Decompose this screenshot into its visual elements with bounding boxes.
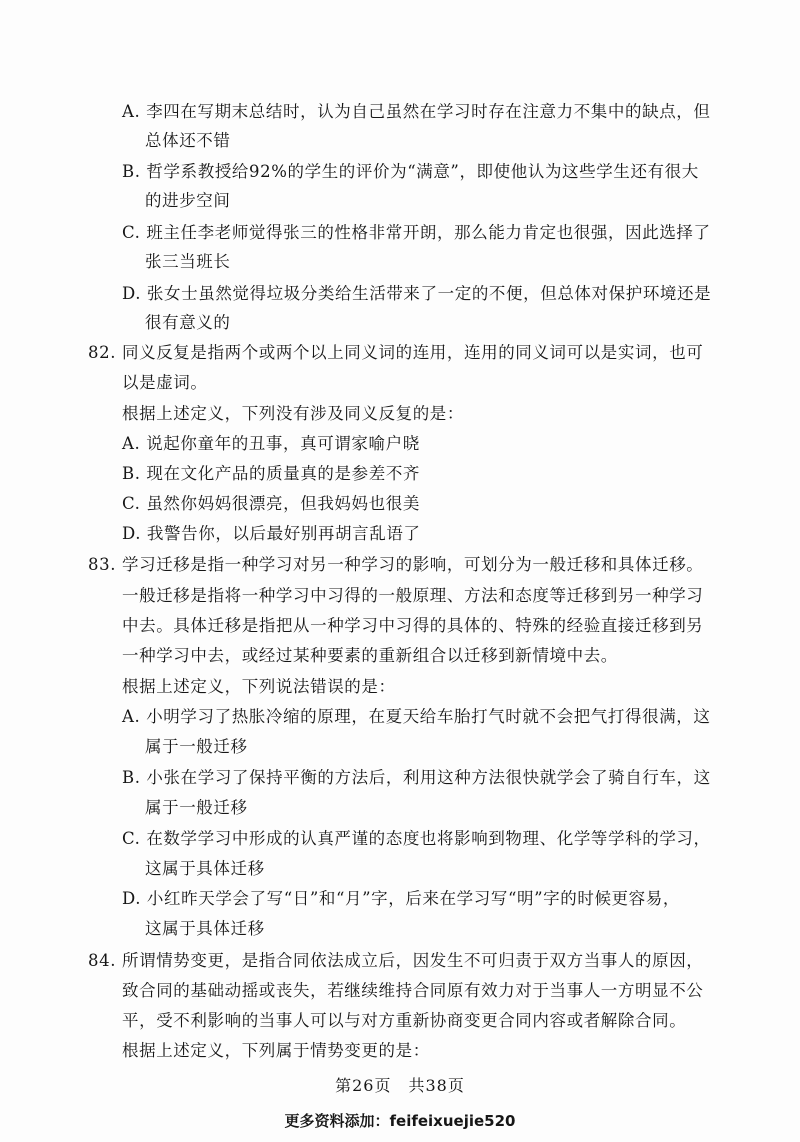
- q83-option-c: C. 在数学学习中形成的认真严谨的态度也将影响到物理、化学等学科的学习，: [122, 829, 711, 848]
- q81-option-a-continued: 总体还不错: [145, 131, 231, 150]
- q82-text-line-2: 以是虚词。: [122, 373, 208, 392]
- q83-option-b-continued: 属于一般迁移: [145, 798, 248, 817]
- q82-text-line-1: 同义反复是指两个或两个以上同义词的连用，连用的同义词可以是实词，也可: [122, 343, 704, 362]
- q81-option-c-continued: 张三当班长: [145, 252, 231, 271]
- q82-stem: 根据上述定义，下列没有涉及同义反复的是：: [122, 404, 464, 423]
- q83-option-a-continued: 属于一般迁移: [145, 737, 248, 756]
- q83-option-a: A. 小明学习了热胀冷缩的原理，在夏天给车胎打气时就不会把气打得很满，这: [122, 707, 711, 726]
- q82-number: 82.: [88, 343, 117, 362]
- q83-text-line-3: 中去。具体迁移是指把从一种学习中习得的具体的、特殊的经验直接迁移到另: [122, 616, 704, 635]
- q84-text-line-2: 致合同的基础动摇或丧失，若继续维持合同原有效力对于当事人一方明显不公: [122, 981, 704, 1000]
- q81-option-b-continued: 的进步空间: [145, 191, 231, 210]
- q83-stem: 根据上述定义，下列说法错误的是：: [122, 677, 396, 696]
- q82-option-c: C. 虽然你妈妈很漂亮，但我妈妈也很美: [122, 494, 420, 513]
- q81-option-c: C. 班主任李老师觉得张三的性格非常开朗，那么能力肯定也很强，因此选择了: [122, 223, 711, 242]
- q83-option-b: B. 小张在学习了保持平衡的方法后，利用这种方法很快就学会了骑自行车，这: [122, 768, 711, 787]
- q83-number: 83.: [88, 555, 117, 574]
- q82-option-b: B. 现在文化产品的质量真的是参差不齐: [122, 464, 421, 483]
- q81-option-d-continued: 很有意义的: [145, 313, 231, 332]
- q81-option-a: A. 李四在写期末总结时，认为自己虽然在学习时存在注意力不集中的缺点，但: [122, 102, 711, 121]
- q81-option-d: D. 张女士虽然觉得垃圾分类给生活带来了一定的不便，但总体对保护环境还是: [122, 284, 712, 303]
- q81-option-b: B. 哲学系教授给92%的学生的评价为“满意”，即使他认为这些学生还有很大: [122, 162, 699, 181]
- q82-option-d: D. 我警告你，以后最好别再胡言乱语了: [122, 524, 421, 543]
- q84-number: 84.: [88, 951, 117, 970]
- q83-text-line-1: 学习迁移是指一种学习对另一种学习的影响，可划分为一般迁移和具体迁移。: [122, 555, 704, 574]
- q83-option-d: D. 小红昨天学会了写“日”和“月”字，后来在学习写“明”字的时候更容易，: [122, 889, 680, 908]
- q84-text-line-3: 平，受不利影响的当事人可以与对方重新协商变更合同内容或者解除合同。: [122, 1011, 687, 1030]
- q83-text-line-2: 一般迁移是指将一种学习中习得的一般原理、方法和态度等迁移到另一种学习: [122, 586, 704, 605]
- contact-watermark: 更多资料添加：feifeixuejie520: [284, 1112, 516, 1130]
- q82-option-a: A. 说起你童年的丑事，真可谓家喻户晓: [122, 434, 420, 453]
- q84-stem: 根据上述定义，下列属于情势变更的是：: [122, 1041, 430, 1060]
- page-number: 第26页 共38页: [335, 1076, 465, 1095]
- q84-text-line-1: 所谓情势变更，是指合同依法成立后，因发生不可归责于双方当事人的原因，: [122, 951, 704, 970]
- q83-text-line-4: 一种学习中去，或经过某种要素的重新组合以迁移到新情境中去。: [122, 646, 618, 665]
- q83-option-d-continued: 这属于具体迁移: [145, 919, 265, 938]
- q83-option-c-continued: 这属于具体迁移: [145, 859, 265, 878]
